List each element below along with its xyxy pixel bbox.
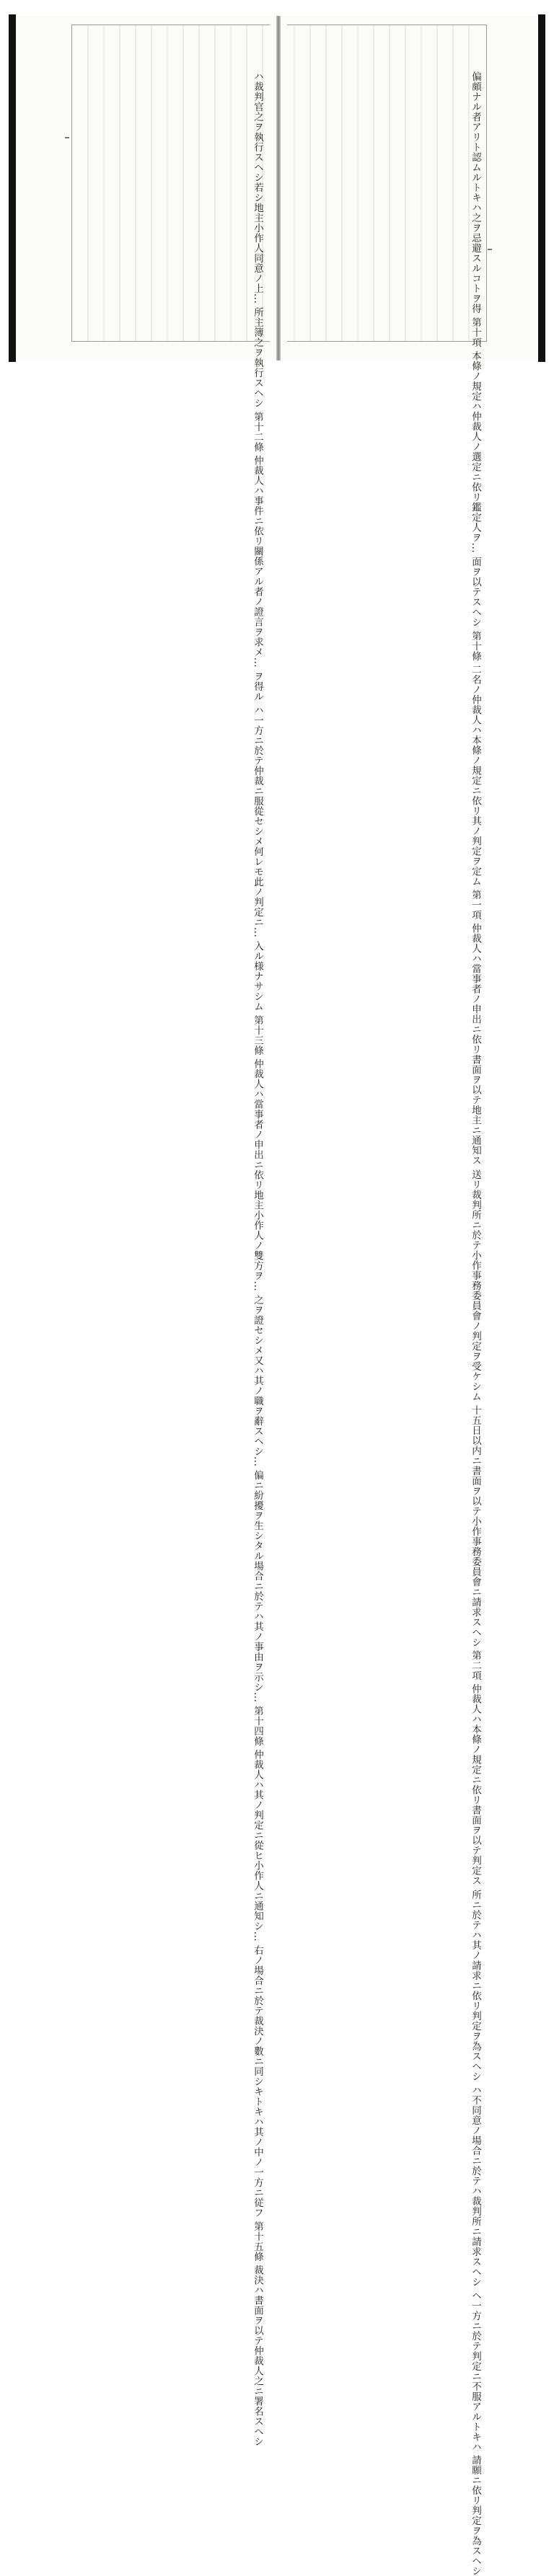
text-line: 第十三條 仲裁人ハ當事者ノ申出ニ依リ地主小作人ノ雙方ヲ... bbox=[252, 1014, 263, 1291]
text-line: ヲ得ル bbox=[252, 670, 263, 701]
right-page-text bbox=[467, 71, 483, 2576]
text-line: 右ノ場合ニ於テ裁決ノ數ニ同シキトキハ其ノ中ノ一方ニ従フ bbox=[252, 1944, 263, 2218]
text-line: 第十四條 仲裁人ハ其ノ判定ニ從ヒ小作人ニ通知シ... bbox=[252, 1706, 263, 1942]
right-page-frame bbox=[287, 25, 487, 2576]
margin-mark bbox=[65, 137, 69, 138]
text-line: 第十條 二名ノ仲裁人ハ本條ノ規定ニ依リ其ノ判定ヲ定ム bbox=[470, 630, 481, 887]
right-column-rules bbox=[287, 25, 486, 341]
left-column-rules bbox=[72, 25, 270, 341]
text-line: 第二項 仲裁人ハ本條ノ規定ニ依リ書面ヲ以テ判定ス bbox=[470, 1650, 481, 1887]
text-line: 送リ裁判所ニ於テ小作事務委員會ノ判定ヲ受ケシム bbox=[470, 1169, 481, 1402]
text-line: 所主簿之ヲ執行スヘシ bbox=[252, 307, 263, 409]
text-line: ハ一方ニ於テ仲裁ニ服從セシメ何レモ此ノ判定ニ... bbox=[252, 704, 263, 938]
text-line: 所ニ於テハ其ノ請求ニ依リ判定ヲ為スヘシ bbox=[470, 1889, 481, 2081]
text-line: 入ル様ナサシム bbox=[252, 940, 263, 1012]
text-line: ヘ一方ニ於テ判定ニ不服アルトキハ bbox=[470, 2290, 481, 2452]
text-line: 面ヲ以テスヘシ bbox=[470, 556, 481, 627]
text-line: 之ヲ證セシメ又ハ其ノ職ヲ辭スヘシ... bbox=[252, 1294, 263, 1467]
left-binding-edge bbox=[9, 14, 16, 362]
text-line: 偏頗ナル者アリト認ムルトキハ之ヲ忌避スルコトヲ得 bbox=[470, 71, 481, 314]
right-binding-edge bbox=[538, 14, 545, 362]
text-line: 請願ニ依リ判定ヲ為スヘシ bbox=[470, 2455, 481, 2576]
text-line: 第十五條 裁決ハ書面ヲ以テ仲裁人之ニ署名スヘシ bbox=[252, 2221, 263, 2447]
text-line: 第一項 仲裁人ハ當事者ノ申出ニ依リ書面ヲ以テ地主ニ通知ス bbox=[470, 890, 481, 1166]
text-line: 十五日以内ニ書面ヲ以テ小作事務委員會ニ請求スヘシ bbox=[470, 1404, 481, 1647]
text-line: ハ裁判官之ヲ執行スヘシ若シ地主小作人同意ノ上... bbox=[252, 71, 263, 304]
text-line: 第十項 本條ノ規定ハ仲裁人ノ選定ニ依リ鑑定人ヲ... bbox=[470, 317, 481, 553]
left-page-text bbox=[250, 71, 265, 2447]
margin-mark bbox=[488, 249, 492, 250]
text-line: 偏ニ紛擾ヲ生シタル場合ニ於テハ其ノ事由ヲ示シ... bbox=[252, 1469, 263, 1703]
left-page-frame bbox=[71, 25, 270, 2447]
text-line: ハ不同意ノ場合ニ於テハ裁判所ニ請求スヘシ bbox=[470, 2084, 481, 2287]
page-gutter bbox=[276, 16, 281, 360]
text-line: 第十二條 仲裁人ハ事件ニ依リ關係アル者ノ證言ヲ求メ... bbox=[252, 411, 263, 668]
